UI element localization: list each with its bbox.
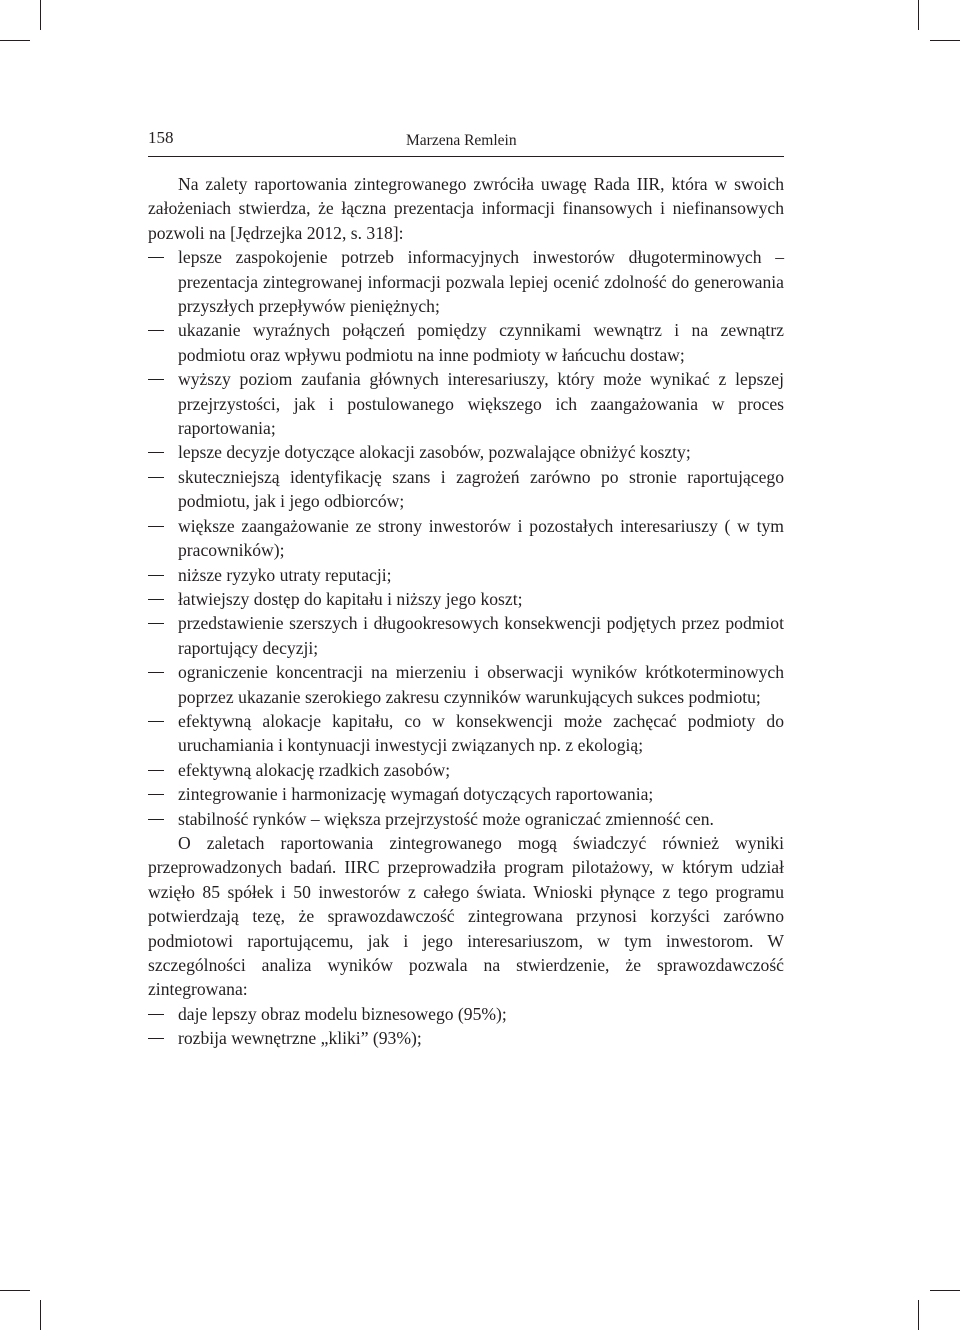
crop-mark bbox=[918, 0, 919, 30]
crop-mark bbox=[40, 1300, 41, 1330]
crop-mark bbox=[0, 40, 30, 41]
list-item: przedstawienie szerszych i długookresowych konsekwencji podjętych przez podmiot raportujący decyzji; bbox=[148, 611, 784, 660]
list-item: efektywną alokację rzadkich zasobów; bbox=[148, 758, 784, 782]
page-number: 158 bbox=[148, 128, 174, 147]
list-item: niższe ryzyko utraty reputacji; bbox=[148, 563, 784, 587]
list-item: lepsze decyzje dotyczące alokacji zasobów, pozwalające obniżyć koszty; bbox=[148, 440, 784, 464]
intro-paragraph: Na zalety raportowania zintegrowanego zwróciła uwagę Rada IIR, która w swoich założeniach stwierdza, że łączna prezentacja informacji finansowych i niefinansowych pozwoli na [Jędrzejka 2012, s. 318]: bbox=[148, 174, 784, 243]
crop-mark bbox=[930, 40, 960, 41]
list-item: wyższy poziom zaufania głównych interesariuszy, który może wynikać z lepszej przejrzystości, jak i postulowanego większego ich zaangażowania w proces raportowania; bbox=[148, 367, 784, 440]
crop-mark bbox=[0, 1290, 30, 1291]
crop-mark bbox=[930, 1290, 960, 1291]
list-item: stabilność rynków – większa przejrzystość może ograniczać zmienność cen. bbox=[148, 807, 784, 831]
list-item: większe zaangażowanie ze strony inwestorów i pozostałych interesariuszy ( w tym pracowników); bbox=[148, 514, 784, 563]
list-item: zintegrowanie i harmonizację wymagań dotyczących raportowania; bbox=[148, 782, 784, 806]
list-item: daje lepszy obraz modelu biznesowego (95%); bbox=[148, 1002, 784, 1026]
list-item: ukazanie wyraźnych połączeń pomiędzy czynnikami wewnątrz i na zewnątrz podmiotu oraz wpływu podmiotu na inne podmioty w łańcuchu dostaw; bbox=[148, 318, 784, 367]
results-paragraph: O zaletach raportowania zintegrowanego mogą świadczyć również wyniki przeprowadzonych badań. IIRC przeprowadziła program pilotażowy, w którym udział wzięło 85 spółek i 50 inwestorów z całego świata. Wnioski płynące z tego programu potwierdzają tezę, że sprawozdawczość zintegrowana przynosi korzyści zarówno podmiotowi raportującemu, jak i jego interesariuszom, w tym inwestorom. W szczególności analiza wyników pozwala na stwierdzenie, że sprawozdawczość zintegrowana: bbox=[148, 832, 784, 1000]
page-body bbox=[148, 172, 784, 1051]
crop-mark bbox=[918, 1300, 919, 1330]
list-item: ograniczenie koncentracji na mierzeniu i obserwacji wyników krótkoterminowych poprzez ukazanie szerokiego zakresu czynników warunkujących sukces podmiotu; bbox=[148, 660, 784, 709]
list-item: efektywną alokacje kapitału, co w konsekwencji może zachęcać podmioty do uruchamiania i kontynuacji inwestycji związanych np. z ekologią; bbox=[148, 709, 784, 758]
advantages-list bbox=[148, 245, 784, 831]
running-head-author: Marzena Remlein bbox=[406, 132, 517, 149]
list-item: lepsze zaspokojenie potrzeb informacyjnych inwestorów długoterminowych – prezentacja zintegrowanej informacji pozwala lepiej ocenić zdolność do generowania przyszłych przepływów pieniężnych; bbox=[148, 245, 784, 318]
list-item: skuteczniejszą identyfikację szans i zagrożeń zarówno po stronie raportującego podmiotu, jak i jego odbiorców; bbox=[148, 465, 784, 514]
crop-mark bbox=[40, 0, 41, 30]
page-header bbox=[148, 126, 784, 157]
list-item: rozbija wewnętrzne „kliki” (93%); bbox=[148, 1026, 784, 1050]
list-item: łatwiejszy dostęp do kapitału i niższy jego koszt; bbox=[148, 587, 784, 611]
results-list bbox=[148, 1002, 784, 1051]
